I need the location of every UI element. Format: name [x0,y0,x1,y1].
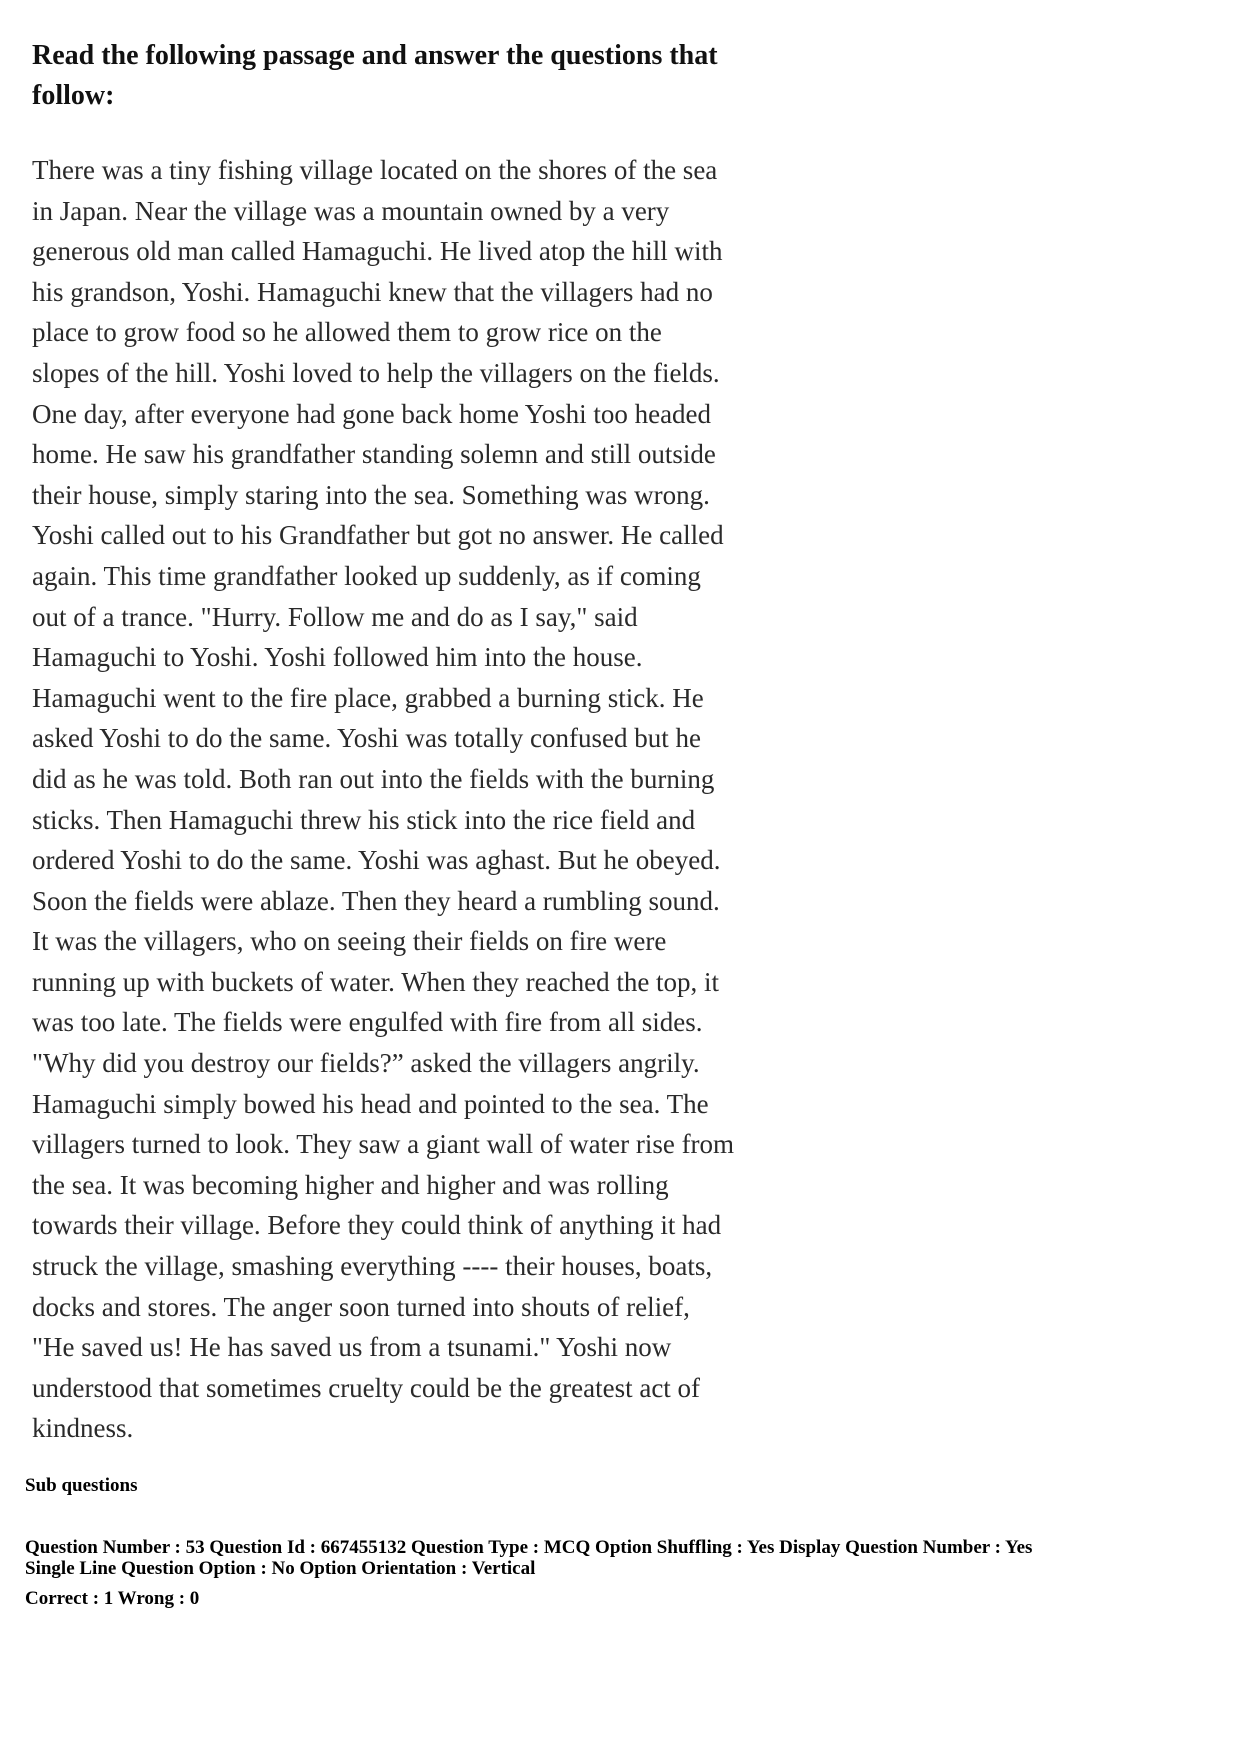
passage-line: Yoshi called out to his Grandfather but got no answer. He called [32,520,724,551]
passage-text [32,150,852,1449]
passage-line: was too late. The fields were engulfed with fire from all sides. [32,1007,703,1038]
passage-line: generous old man called Hamaguchi. He lived atop the hill with [32,236,723,267]
passage-line: ordered Yoshi to do the same. Yoshi was aghast. But he obeyed. [32,845,721,876]
question-score-line: Correct : 1 Wrong : 0 [25,1588,200,1609]
passage-line: again. This time grandfather looked up suddenly, as if coming [32,560,701,591]
passage-line: the sea. It was becoming higher and higher and was rolling [32,1169,669,1200]
passage-line: towards their village. Before they could think of anything it had [32,1210,722,1241]
passage-line: in Japan. Near the village was a mountain owned by a very [32,195,670,226]
passage-line: his grandson, Yoshi. Hamaguchi knew that the villagers had no [32,276,713,307]
passage-line: There was a tiny fishing village located on the shores of the sea [32,155,718,185]
passage-line: running up with buckets of water. When they reached the top, it [32,966,720,997]
passage-line: One day, after everyone had gone back home Yoshi too headed [32,398,712,429]
passage-line: villagers turned to look. They saw a giant wall of water rise from [32,1129,735,1160]
passage-line: docks and stores. The anger soon turned into shouts of relief, [32,1291,690,1322]
passage-heading [32,36,852,116]
passage-line: asked Yoshi to do the same. Yoshi was totally confused but he [32,723,701,754]
question-options-line: Single Line Question Option : No Option Orientation : Vertical [25,1558,536,1579]
question-meta-line: Question Number : 53 Question Id : 667455132 Question Type : MCQ Option Shuffling : Yes Display Question Number : Yes [25,1537,1033,1558]
passage-line: place to grow food so he allowed them to grow rice on the [32,317,662,348]
passage-line: out of a trance. "Hurry. Follow me and do as I say," said [32,601,638,632]
passage-line: Soon the fields were ablaze. Then they heard a rumbling sound. [32,885,720,916]
passage-heading-line: Read the following passage and answer the questions that [32,40,718,71]
passage-line: "He saved us! He has saved us from a tsunami." Yoshi now [32,1332,672,1363]
passage-heading-line: follow: [32,80,115,111]
passage-line: understood that sometimes cruelty could be the greatest act of [32,1372,701,1403]
passage-line: Hamaguchi went to the fire place, grabbed a burning stick. He [32,682,704,713]
passage-line: Hamaguchi to Yoshi. Yoshi followed him into the house. [32,642,643,673]
passage-line: It was the villagers, who on seeing their fields on fire were [32,926,667,957]
passage-line: struck the village, smashing everything ---- their houses, boats, [32,1251,713,1282]
passage-line: kindness. [32,1413,134,1444]
sub-questions-label: Sub questions [25,1475,138,1496]
question-meta-section [25,1474,1215,1611]
passage-line: did as he was told. Both ran out into the fields with the burning [32,763,715,794]
passage-line: their house, simply staring into the sea. Something was wrong. [32,479,710,510]
passage-line: "Why did you destroy our fields?” asked the villagers angrily. [32,1048,700,1079]
passage-section [32,36,852,1449]
passage-line: home. He saw his grandfather standing solemn and still outside [32,439,716,470]
passage-line: sticks. Then Hamaguchi threw his stick into the rice field and [32,804,696,835]
passage-line: slopes of the hill. Yoshi loved to help the villagers on the fields. [32,357,720,388]
passage-line: Hamaguchi simply bowed his head and pointed to the sea. The [32,1088,709,1119]
